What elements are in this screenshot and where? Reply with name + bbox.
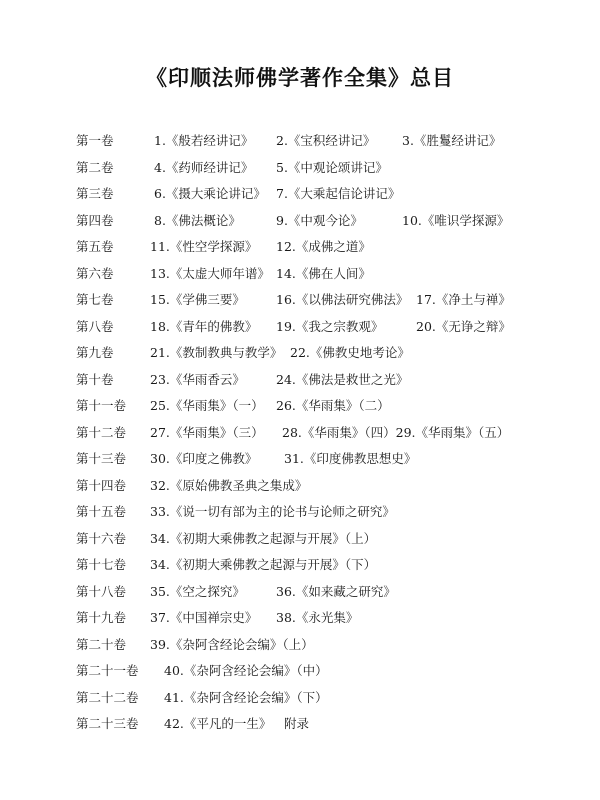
volume-label: 第十三卷 bbox=[76, 451, 127, 466]
toc-row bbox=[76, 237, 576, 264]
book-entry: 13.《太虚大师年谱》 bbox=[150, 265, 270, 281]
book-entry: 36.《如来藏之研究》 bbox=[276, 583, 396, 599]
book-entry: 31.《印度佛教思想史》 bbox=[284, 451, 417, 466]
volume-label: 第十九卷 bbox=[76, 610, 127, 625]
book-entry: 7.《大乘起信论讲记》 bbox=[276, 186, 401, 201]
table-of-contents bbox=[76, 131, 576, 741]
book-entry: 27.《华雨集》（三） bbox=[150, 424, 264, 440]
book-entry: 41.《杂阿含经论会编》（下） bbox=[164, 689, 328, 705]
volume-label: 第四卷 bbox=[76, 212, 114, 228]
volume-label: 第七卷 bbox=[76, 292, 114, 307]
book-entry: 28.《华雨集》（四）29.《华雨集》（五） bbox=[282, 424, 510, 440]
book-entry: 9.《中观今论》 bbox=[276, 212, 363, 228]
toc-row bbox=[76, 555, 576, 582]
volume-label: 第一卷 bbox=[76, 133, 114, 148]
book-entry: 30.《印度之佛教》 bbox=[150, 451, 258, 466]
book-entry: 40.《杂阿含经论会编》（中） bbox=[164, 663, 328, 678]
book-entry: 24.《佛法是救世之光》 bbox=[276, 371, 409, 387]
toc-row bbox=[76, 264, 576, 291]
book-entry: 14.《佛在人间》 bbox=[276, 265, 371, 281]
volume-label: 第九卷 bbox=[76, 345, 114, 360]
book-entry: 34.《初期大乘佛教之起源与开展》（下） bbox=[150, 557, 377, 572]
book-entry: 20.《无诤之辩》 bbox=[416, 318, 511, 334]
toc-row bbox=[76, 714, 576, 741]
book-entry: 26.《华雨集》（二） bbox=[276, 398, 390, 413]
book-entry: 17.《净土与禅》 bbox=[416, 292, 511, 307]
toc-row bbox=[76, 476, 576, 503]
toc-row bbox=[76, 131, 576, 158]
book-entry: 38.《永光集》 bbox=[276, 610, 359, 625]
book-entry: 4.《药师经讲记》 bbox=[154, 159, 254, 175]
volume-label: 第十五卷 bbox=[76, 504, 127, 519]
toc-row bbox=[76, 343, 576, 370]
volume-label: 第十七卷 bbox=[76, 557, 127, 572]
toc-row bbox=[76, 688, 576, 715]
book-entry: 21.《教制教典与教学》 bbox=[150, 345, 283, 360]
book-entry: 5.《中观论颂讲记》 bbox=[276, 159, 388, 175]
toc-row bbox=[76, 529, 576, 556]
volume-label: 第二十二卷 bbox=[76, 689, 139, 705]
book-entry: 34.《初期大乘佛教之起源与开展》（上） bbox=[150, 530, 377, 546]
volume-label: 第二卷 bbox=[76, 159, 114, 175]
book-entry: 33.《说一切有部为主的论书与论师之研究》 bbox=[150, 504, 395, 519]
volume-label: 第二十一卷 bbox=[76, 663, 139, 678]
book-entry: 3.《胜鬘经讲记》 bbox=[402, 133, 502, 148]
toc-row bbox=[76, 582, 576, 609]
toc-row bbox=[76, 317, 576, 344]
book-entry: 35.《空之探究》 bbox=[150, 583, 245, 599]
toc-row bbox=[76, 370, 576, 397]
volume-label: 第十四卷 bbox=[76, 477, 127, 493]
toc-row bbox=[76, 635, 576, 662]
volume-label: 第十二卷 bbox=[76, 424, 127, 440]
book-entry: 39.《杂阿含经论会编》（上） bbox=[150, 636, 314, 652]
book-entry: 15.《学佛三要》 bbox=[150, 292, 245, 307]
appendix-entry: 附录 bbox=[284, 716, 310, 731]
toc-row bbox=[76, 449, 576, 476]
toc-row bbox=[76, 184, 576, 211]
book-entry: 16.《以佛法研究佛法》 bbox=[276, 292, 409, 307]
volume-label: 第五卷 bbox=[76, 239, 114, 254]
book-entry: 2.《宝积经讲记》 bbox=[276, 133, 376, 148]
book-entry: 37.《中国禅宗史》 bbox=[150, 610, 258, 625]
toc-row bbox=[76, 661, 576, 688]
document-title: 《印顺法师佛学著作全集》总目 bbox=[146, 66, 454, 90]
book-entry: 11.《性空学探源》 bbox=[150, 239, 258, 254]
volume-label: 第十卷 bbox=[76, 371, 114, 387]
book-entry: 25.《华雨集》（一） bbox=[150, 398, 264, 413]
toc-row bbox=[76, 396, 576, 423]
toc-row bbox=[76, 211, 576, 238]
volume-label: 第八卷 bbox=[76, 318, 114, 334]
book-entry: 1.《般若经讲记》 bbox=[154, 133, 254, 148]
book-entry: 8.《佛法概论》 bbox=[154, 212, 241, 228]
book-entry: 19.《我之宗教观》 bbox=[276, 318, 384, 334]
volume-label: 第二十卷 bbox=[76, 636, 127, 652]
volume-label: 第十六卷 bbox=[76, 530, 127, 546]
book-entry: 6.《摄大乘论讲记》 bbox=[154, 186, 266, 201]
toc-row bbox=[76, 423, 576, 450]
toc-row bbox=[76, 502, 576, 529]
volume-label: 第六卷 bbox=[76, 265, 114, 281]
book-entry: 42.《平凡的一生》 bbox=[164, 716, 272, 731]
toc-row bbox=[76, 290, 576, 317]
volume-label: 第十一卷 bbox=[76, 398, 127, 413]
volume-label: 第十八卷 bbox=[76, 583, 127, 599]
book-entry: 23.《华雨香云》 bbox=[150, 371, 245, 387]
book-entry: 12.《成佛之道》 bbox=[276, 239, 371, 254]
volume-label: 第三卷 bbox=[76, 186, 114, 201]
book-entry: 32.《原始佛教圣典之集成》 bbox=[150, 477, 308, 493]
book-entry: 10.《唯识学探源》 bbox=[402, 212, 510, 228]
book-entry: 22.《佛教史地考论》 bbox=[290, 345, 410, 360]
toc-row bbox=[76, 158, 576, 185]
toc-row bbox=[76, 608, 576, 635]
volume-label: 第二十三卷 bbox=[76, 716, 139, 731]
book-entry: 18.《青年的佛教》 bbox=[150, 318, 258, 334]
